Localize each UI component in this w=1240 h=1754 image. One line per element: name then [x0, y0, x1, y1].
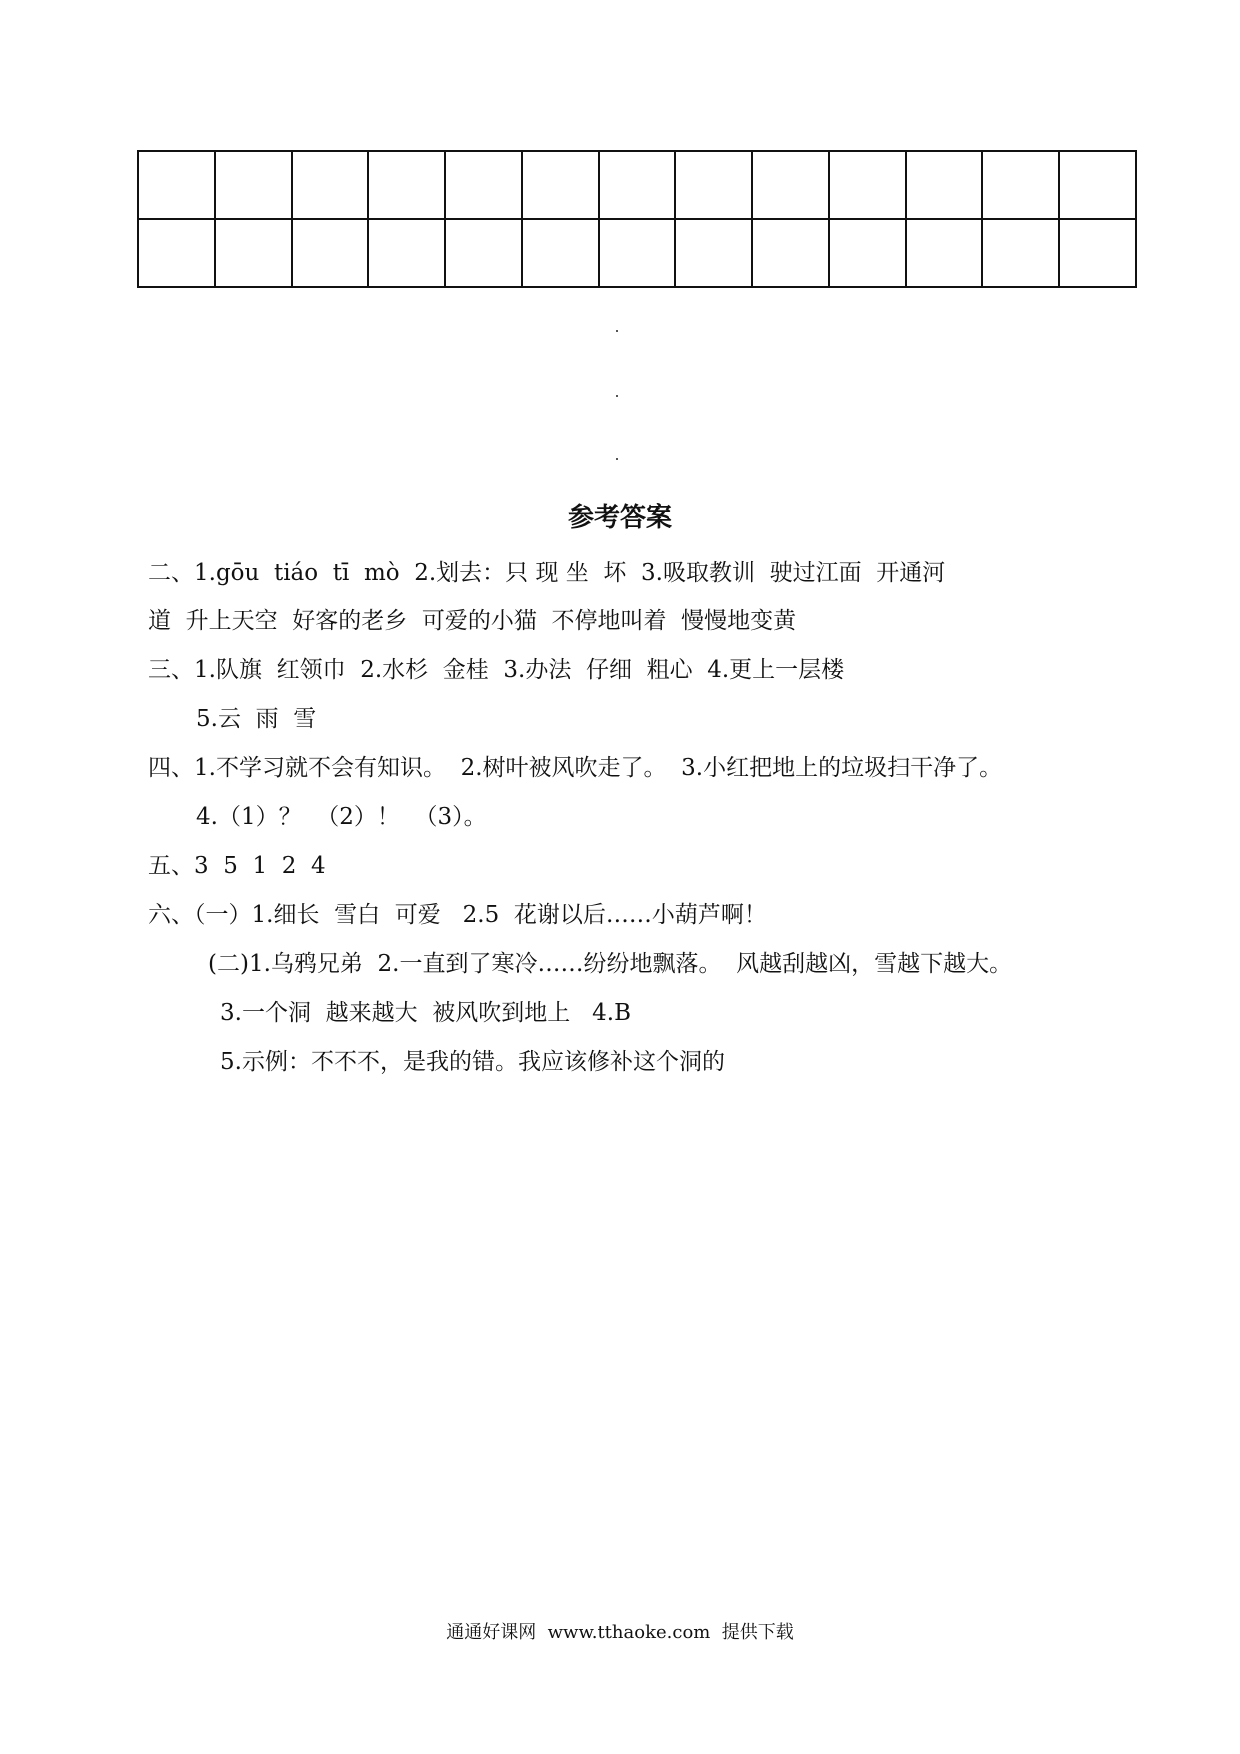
answer-line-3-1: 三、1.队旗 红领巾 2.水杉 金桂 3.办法 仔细 粗心 4.更上一层楼 [148, 657, 845, 683]
grid-cell [138, 219, 215, 287]
grid-row [138, 151, 1136, 219]
grid-cell [829, 219, 906, 287]
answer-line-6-3: 3.一个洞 越来越大 被风吹到地上 4.B [220, 1000, 631, 1026]
grid-cell [599, 219, 676, 287]
grid-cell [445, 219, 522, 287]
grid-cell [1059, 151, 1136, 219]
grid-cell [829, 151, 906, 219]
stray-dot [616, 330, 618, 332]
answer-line-2-1: 二、1.gōu tiáo tī mò 2.划去：只 现 坐 坏 3.吸取教训 驶过江面 开通河 [148, 560, 946, 586]
grid-cell [675, 151, 752, 219]
footer-credit: 通通好课网 www.tthaoke.com 提供下载 [446, 1622, 794, 1643]
answer-line-6-1: 六、（一）1.细长 雪白 可爱 2.5 花谢以后……小葫芦啊！ [148, 902, 767, 928]
answer-line-6-4: 5.示例：不不不，是我的错。我应该修补这个洞的 [220, 1049, 725, 1075]
grid-cell [368, 219, 445, 287]
writing-grid [137, 150, 1137, 288]
answer-title: 参考答案 [567, 503, 672, 533]
grid-cell [522, 151, 599, 219]
grid-cell [368, 151, 445, 219]
grid-cell [599, 151, 676, 219]
grid-cell [906, 151, 983, 219]
grid-row [138, 219, 1136, 287]
grid-cell [292, 151, 369, 219]
answer-line-4-1: 四、1.不学习就不会有知识。 2.树叶被风吹走了。 3.小红把地上的垃圾扫干净了。 [148, 755, 1003, 781]
grid-cell [675, 219, 752, 287]
grid-cell [982, 219, 1059, 287]
answer-line-6-2: (二)1.乌鸦兄弟 2.一直到了寒冷……纷纷地飘落。 风越刮越凶，雪越下越大。 [208, 951, 1013, 977]
stray-dot [616, 395, 618, 397]
grid-cell [1059, 219, 1136, 287]
grid-cell [982, 151, 1059, 219]
grid-cell [445, 151, 522, 219]
grid-cell [752, 151, 829, 219]
grid-cell [138, 151, 215, 219]
grid-cell [215, 219, 292, 287]
answer-line-5: 五、3 5 1 2 4 [148, 853, 326, 879]
grid-cell [752, 219, 829, 287]
grid-cell [522, 219, 599, 287]
grid-cell [906, 219, 983, 287]
grid-cell [215, 151, 292, 219]
grid-cell [292, 219, 369, 287]
answer-line-3-2: 5.云 雨 雪 [196, 706, 317, 732]
answer-line-4-2: 4.（1）？ （2）！ （3）。 [196, 804, 487, 830]
stray-dot [616, 458, 618, 460]
answer-line-2-2: 道 升上天空 好客的老乡 可爱的小猫 不停地叫着 慢慢地变黄 [148, 608, 797, 634]
